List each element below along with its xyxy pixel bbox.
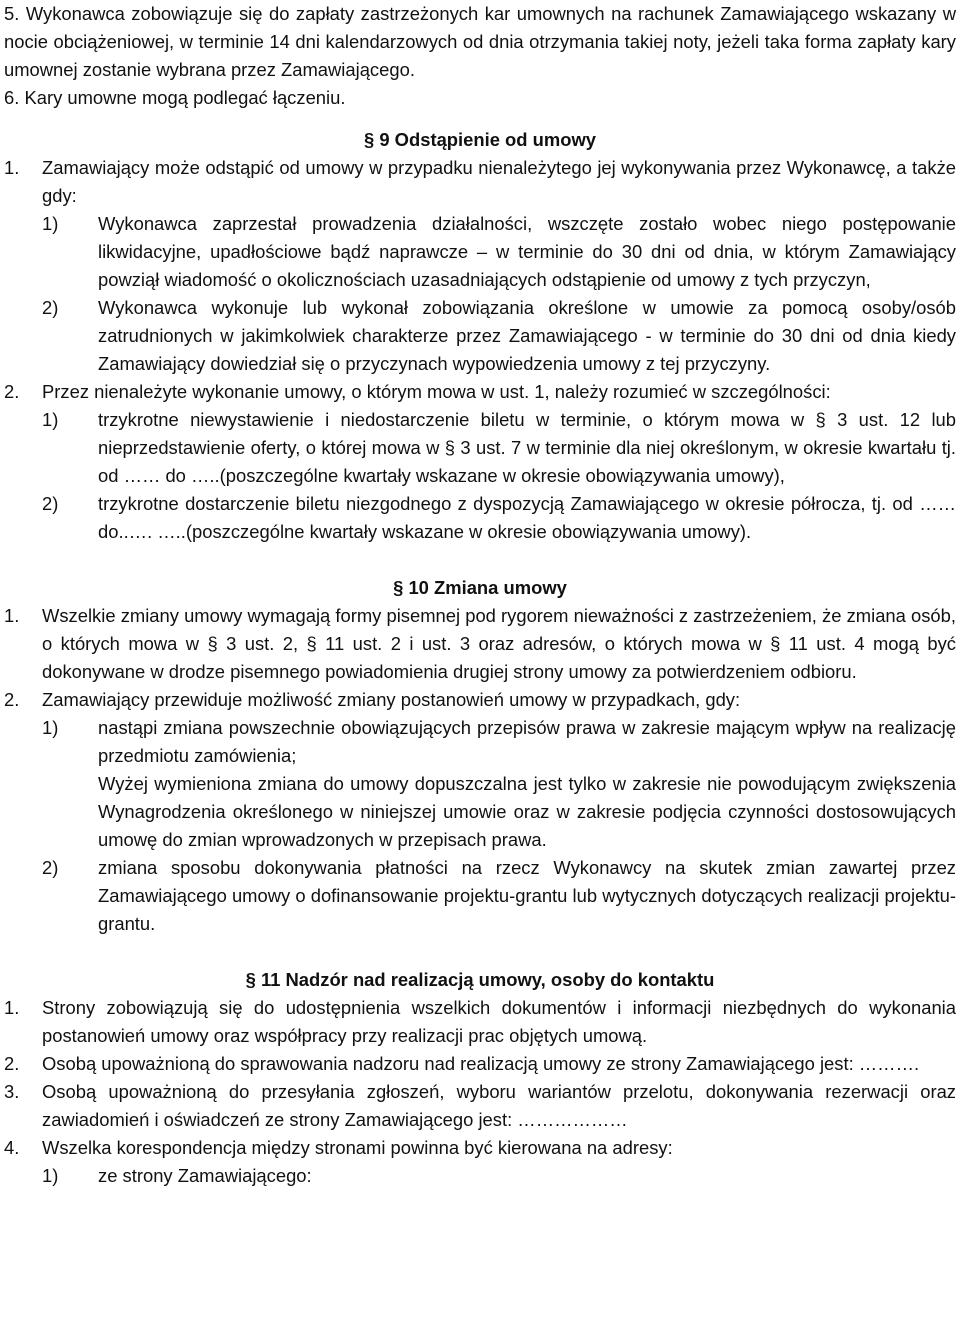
subitem-number: 2) bbox=[42, 857, 59, 878]
subitem-text: Wykonawca zaprzestał prowadzenia działalności, wszczęte zostało wobec niego postępowanie likwidacyjne, upadłościowe bądź naprawcze – w terminie do 30 dni od dnia, w którym Zamawiający powziął wiadomość o okolicznościach uzasadniających odstąpienie od umowy z tych przyczyn, bbox=[98, 213, 956, 290]
item-text: Przez nienależyte wykonanie umowy, o którym mowa w ust. 1, należy rozumieć w szczególności: bbox=[42, 381, 831, 402]
subitem-text: ze strony Zamawiającego: bbox=[98, 1165, 312, 1186]
item-number: 3. bbox=[4, 1081, 20, 1102]
item-text: Zamawiający przewiduje możliwość zmiany postanowień umowy w przypadkach, gdy: bbox=[42, 689, 741, 710]
item-text: Osobą upoważnioną do przesyłania zgłoszeń, wyboru wariantów przelotu, dokonywania rezerwacji oraz zawiadomień i oświadczeń ze strony Zamawiającego jest: ……………… bbox=[42, 1081, 956, 1130]
s11-item-2 bbox=[4, 1050, 956, 1078]
item-number: 2. bbox=[4, 1053, 20, 1074]
paragraph-6: 6. Kary umowne mogą podlegać łączeniu. bbox=[4, 87, 346, 108]
section-heading-10: § 10 Zmiana umowy bbox=[393, 577, 567, 598]
item-text: Zamawiający może odstąpić od umowy w przypadku nienależytego jej wykonywania przez Wykonawcę, a także gdy: bbox=[42, 157, 956, 206]
subitem-text: trzykrotne dostarczenie biletu niezgodnego z dyspozycją Zamawiającego w okresie półrocza, tj. od …… do..…. …..(poszczególne kwartały wskazane w okresie obowiązywania umowy). bbox=[98, 493, 956, 542]
item-text: Wszelka korespondencja między stronami powinna być kierowana na adresy: bbox=[42, 1137, 673, 1158]
s9-item-1-sub-1 bbox=[4, 210, 956, 294]
s10-item-2 bbox=[4, 686, 956, 714]
item-text: Osobą upoważnioną do sprawowania nadzoru nad realizacją umowy ze strony Zamawiającego jest: ………. bbox=[42, 1053, 920, 1074]
s9-item-1 bbox=[4, 154, 956, 210]
item-number: 4. bbox=[4, 1137, 20, 1158]
subitem-number: 1) bbox=[42, 409, 59, 430]
s9-item-2-sub-1 bbox=[4, 406, 956, 490]
item-number: 1. bbox=[4, 997, 20, 1018]
s10-item-1 bbox=[4, 602, 956, 686]
s10-item-2-sub-2 bbox=[4, 854, 956, 938]
subitem-number: 1) bbox=[42, 1165, 59, 1186]
s11-item-1 bbox=[4, 994, 956, 1050]
subitem-number: 1) bbox=[42, 717, 59, 738]
paragraph-5: 5. Wykonawca zobowiązuje się do zapłaty zastrzeżonych kar umownych na rachunek Zamawiającego wskazany w nocie obciążeniowej, w terminie 14 dni kalendarzowych od dnia otrzymania takiej noty, jeżeli taka forma zapłaty kary umownej zostanie wybrana przez Zamawiającego. bbox=[4, 3, 956, 80]
section-heading-9: § 9 Odstąpienie od umowy bbox=[364, 129, 596, 150]
item-number: 1. bbox=[4, 605, 20, 626]
subitem-number: 2) bbox=[42, 493, 59, 514]
subitem-number: 1) bbox=[42, 213, 59, 234]
s9-item-2 bbox=[4, 378, 956, 406]
subitem-number: 2) bbox=[42, 297, 59, 318]
item-text: Strony zobowiązują się do udostępnienia wszelkich dokumentów i informacji niezbędnych do wykonania postanowień umowy oraz współpracy przy realizacji prac objętych umową. bbox=[42, 997, 956, 1046]
item-number: 2. bbox=[4, 381, 20, 402]
subitem-text: nastąpi zmiana powszechnie obowiązujących przepisów prawa w zakresie mającym wpływ na realizację przedmiotu zamówienia; bbox=[98, 717, 956, 766]
subitem-note: Wyżej wymieniona zmiana do umowy dopuszczalna jest tylko w zakresie nie powodującym zwiększenia Wynagrodzenia określonego w niniejszej umowie oraz w zakresie podjęcia czynności dostosowujących umowę do zmian wprowadzonych w przepisach prawa. bbox=[98, 773, 956, 850]
s9-item-1-sub-2 bbox=[4, 294, 956, 378]
section-heading-11: § 11 Nadzór nad realizacją umowy, osoby do kontaktu bbox=[245, 969, 715, 990]
item-number: 2. bbox=[4, 689, 20, 710]
item-text: Wszelkie zmiany umowy wymagają formy pisemnej pod rygorem nieważności z zastrzeżeniem, że zmiana osób, o których mowa w § 3 ust. 2, § 11 ust. 2 i ust. 3 oraz adresów, o których mowa w § 11 ust. 4 mogą być dokonywane w drodze pisemnego powiadomienia drugiej strony umowy za potwierdzeniem odbioru. bbox=[42, 605, 956, 682]
s11-item-3 bbox=[4, 1078, 956, 1134]
s9-item-2-sub-2 bbox=[4, 490, 956, 546]
s11-item-4-sub-1 bbox=[4, 1162, 956, 1190]
subitem-text: zmiana sposobu dokonywania płatności na rzecz Wykonawcy na skutek zmian zawartej przez Zamawiającego umowy o dofinansowanie projektu-grantu lub wytycznych dotyczących realizacji projektu-grantu. bbox=[98, 857, 956, 934]
item-number: 1. bbox=[4, 157, 20, 178]
subitem-text: Wykonawca wykonuje lub wykonał zobowiązania określone w umowie za pomocą osoby/osób zatrudnionych w jakimkolwiek charakterze przez Zamawiającego - w terminie do 30 dni od dnia kiedy Zamawiający dowiedział się o przyczynach wypowiedzenia umowy z tej przyczyny. bbox=[98, 297, 956, 374]
s10-item-2-sub-1 bbox=[4, 714, 956, 854]
s11-item-4 bbox=[4, 1134, 956, 1162]
subitem-text: trzykrotne niewystawienie i niedostarczenie biletu w terminie, o którym mowa w § 3 ust. 12 lub nieprzedstawienie oferty, o której mowa w § 3 ust. 7 w terminie dla niej określonym, w okresie kwartału tj. od …… do …..(poszczególne kwartały wskazane w okresie obowiązywania umowy), bbox=[98, 409, 956, 486]
